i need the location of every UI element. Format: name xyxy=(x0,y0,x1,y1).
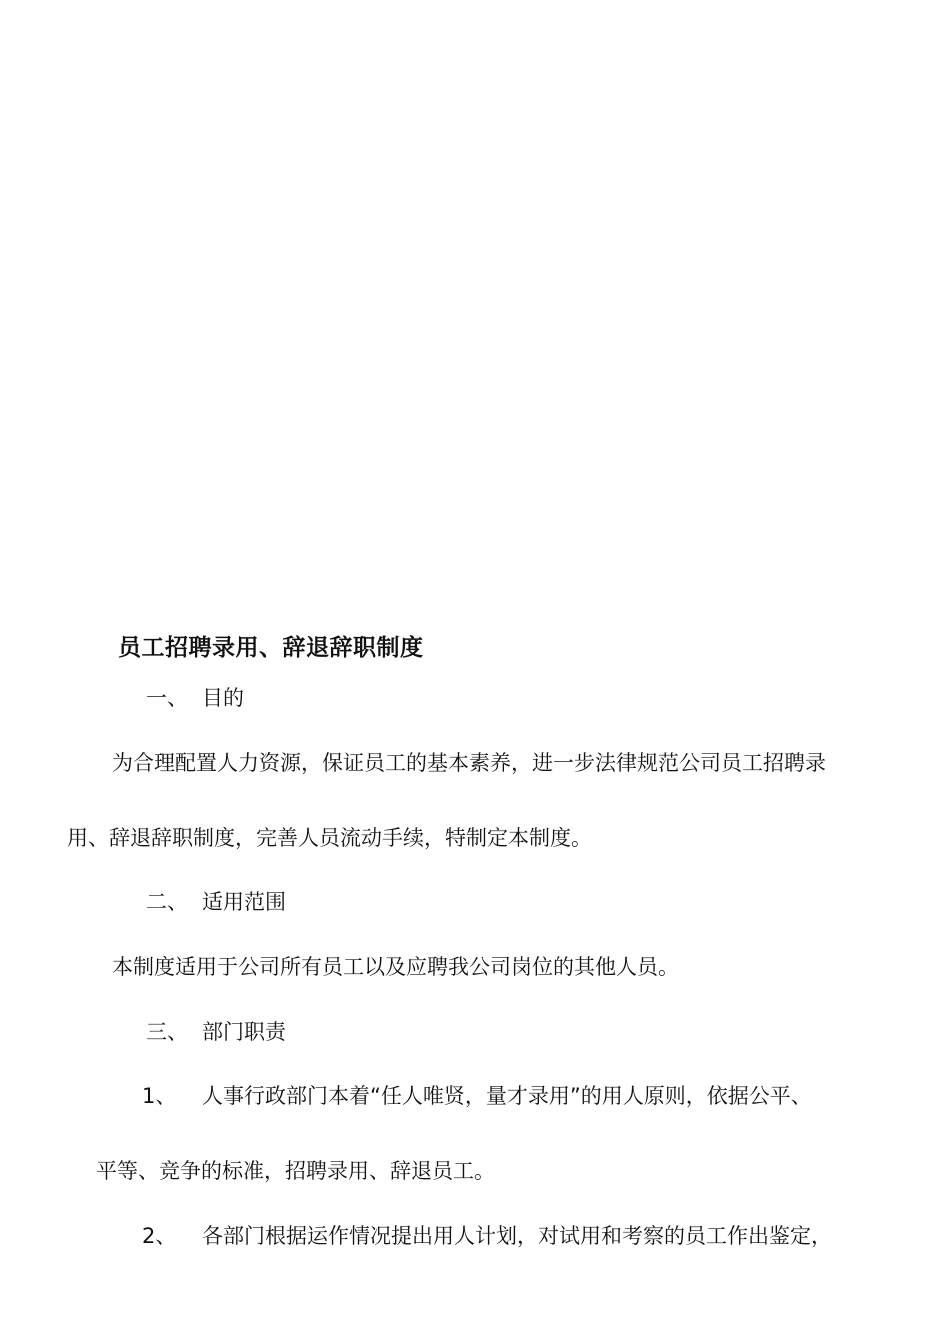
list-item-marker: 2、 xyxy=(142,1224,177,1248)
paragraph-line: 本制度适用于公司所有员工以及应聘我公司岗位的其他人员。 xyxy=(112,955,679,979)
section-heading-scope xyxy=(146,888,286,916)
list-item-marker: 1、 xyxy=(142,1084,177,1108)
list-item xyxy=(142,1082,812,1110)
list-item xyxy=(142,1222,832,1250)
section-marker: 二、 xyxy=(146,890,188,914)
section-marker: 三、 xyxy=(146,1020,188,1044)
paragraph-line: 为合理配置人力资源，保证员工的基本素养，进一步法律规范公司员工招聘录 xyxy=(112,751,826,775)
paragraph-line: 用、辞退辞职制度，完善人员流动手续，特制定本制度。 xyxy=(67,826,592,850)
section-heading-text: 部门职责 xyxy=(202,1020,286,1044)
section-heading-responsibilities xyxy=(146,1018,286,1046)
section-heading-purpose xyxy=(146,684,244,712)
section-marker: 一、 xyxy=(146,686,188,710)
list-item-text: 各部门根据运作情况提出用人计划，对试用和考察的员工作出鉴定， xyxy=(202,1224,832,1248)
list-item-continuation: 平等、竞争的标准，招聘录用、辞退员工。 xyxy=(96,1159,495,1183)
section-heading-text: 适用范围 xyxy=(202,890,286,914)
list-item-text: 人事行政部门本着“任人唯贤，量才录用”的用人原则，依据公平、 xyxy=(202,1084,812,1108)
section-heading-text: 目的 xyxy=(202,686,244,710)
document-title: 员工招聘录用、辞退辞职制度 xyxy=(118,635,424,661)
